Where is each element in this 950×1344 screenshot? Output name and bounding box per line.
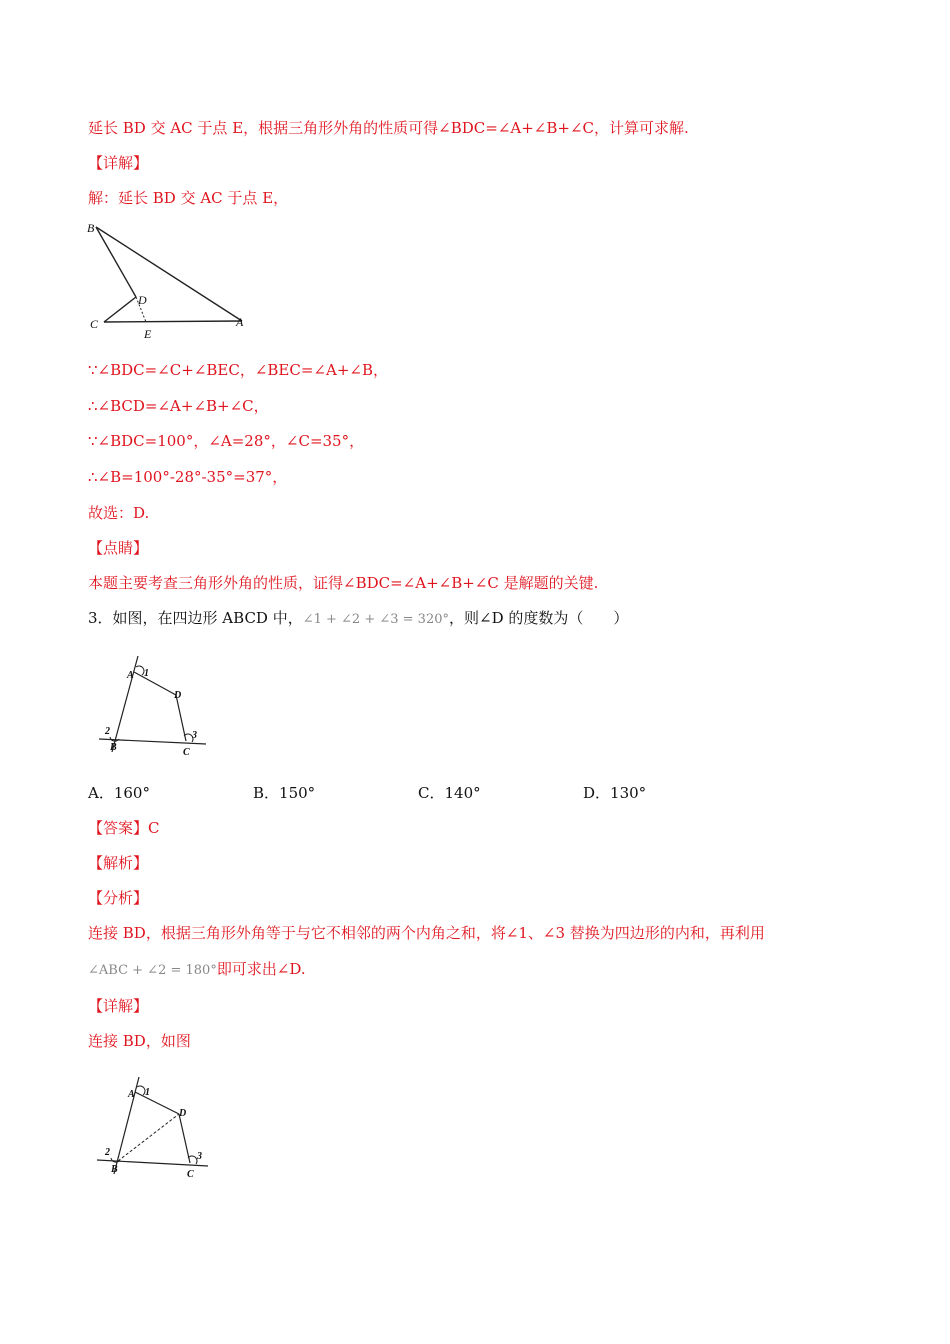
fig3-label-c: C xyxy=(187,1169,194,1180)
fig3-label-2: 2 xyxy=(105,1147,110,1158)
stem-formula: ∠1 + ∠2 + ∠3 = 320° xyxy=(302,612,449,627)
fig2-label-1: 1 xyxy=(144,668,149,679)
fig3-label-1: 1 xyxy=(145,1087,150,1098)
fig2-label-b: B xyxy=(110,742,117,753)
step-3: ∵∠BDC=100°，∠A=28°，∠C=35°， xyxy=(88,432,365,450)
question-3-stem xyxy=(88,607,628,631)
fig3-label-d: D xyxy=(179,1108,187,1119)
quadrilateral-figure xyxy=(96,652,216,762)
stem-suffix: ，则∠D 的度数为（ ） xyxy=(449,609,629,627)
fig2-label-c: C xyxy=(183,747,190,758)
analysis-continuation xyxy=(88,958,306,982)
analysis-header: 【分析】 xyxy=(88,889,149,907)
parse-header: 【解析】 xyxy=(88,854,149,872)
fig1-label-e: E xyxy=(144,327,152,341)
fig2-label-d: D xyxy=(174,690,182,701)
option-a: A．160° xyxy=(88,784,150,802)
fig1-label-a: A xyxy=(236,315,244,329)
fig3-label-a: A xyxy=(128,1089,135,1100)
point-text: 本题主要考查三角形外角的性质，证得∠BDC=∠A+∠B+∠C 是解题的关键. xyxy=(88,574,599,592)
option-d: D．130° xyxy=(583,784,647,802)
triangle-figure-1 xyxy=(86,218,256,343)
analysis-formula: ∠ABC + ∠2 = 180° xyxy=(88,963,217,978)
detail-header-3: 【详解】 xyxy=(88,997,149,1015)
fig2-label-2: 2 xyxy=(105,726,110,737)
fig3-label-3: 3 xyxy=(197,1151,202,1162)
quadrilateral-figure-bd xyxy=(94,1074,218,1184)
analysis-line: 延长 BD 交 AC 于点 E，根据三角形外角的性质可得∠BDC=∠A+∠B+∠C，计算可求解. xyxy=(88,119,689,137)
step-4: ∴∠B=100°-28°-35°=37°， xyxy=(88,468,288,486)
analysis-text: 连接 BD，根据三角形外角等于与它不相邻的两个内角之和，将∠1、∠3 替换为四边形的内和，再利用 xyxy=(88,924,765,942)
option-c: C．140° xyxy=(418,784,481,802)
analysis-suffix: 即可求出∠D. xyxy=(216,960,306,978)
option-b: B．150° xyxy=(253,784,316,802)
fig1-label-d: D xyxy=(138,293,147,307)
fig1-label-c: C xyxy=(90,317,99,331)
solution-intro: 解：延长 BD 交 AC 于点 E， xyxy=(88,189,289,207)
step-1: ∵∠BDC=∠C+∠BEC，∠BEC=∠A+∠B， xyxy=(88,361,388,379)
fig1-label-b: B xyxy=(87,221,95,235)
detail-text: 连接 BD，如图 xyxy=(88,1032,191,1050)
detail-header: 【详解】 xyxy=(88,154,149,172)
point-header: 【点睛】 xyxy=(88,539,149,557)
step-2: ∴∠BCD=∠A+∠B+∠C， xyxy=(88,397,269,415)
fig3-label-b: B xyxy=(111,1164,118,1175)
fig2-label-a: A xyxy=(127,670,134,681)
answer-line: 【答案】C xyxy=(88,819,160,837)
fig2-label-3: 3 xyxy=(192,730,197,741)
stem-prefix: 3．如图，在四边形 ABCD 中， xyxy=(88,609,303,627)
choice-line: 故选：D. xyxy=(88,504,150,522)
